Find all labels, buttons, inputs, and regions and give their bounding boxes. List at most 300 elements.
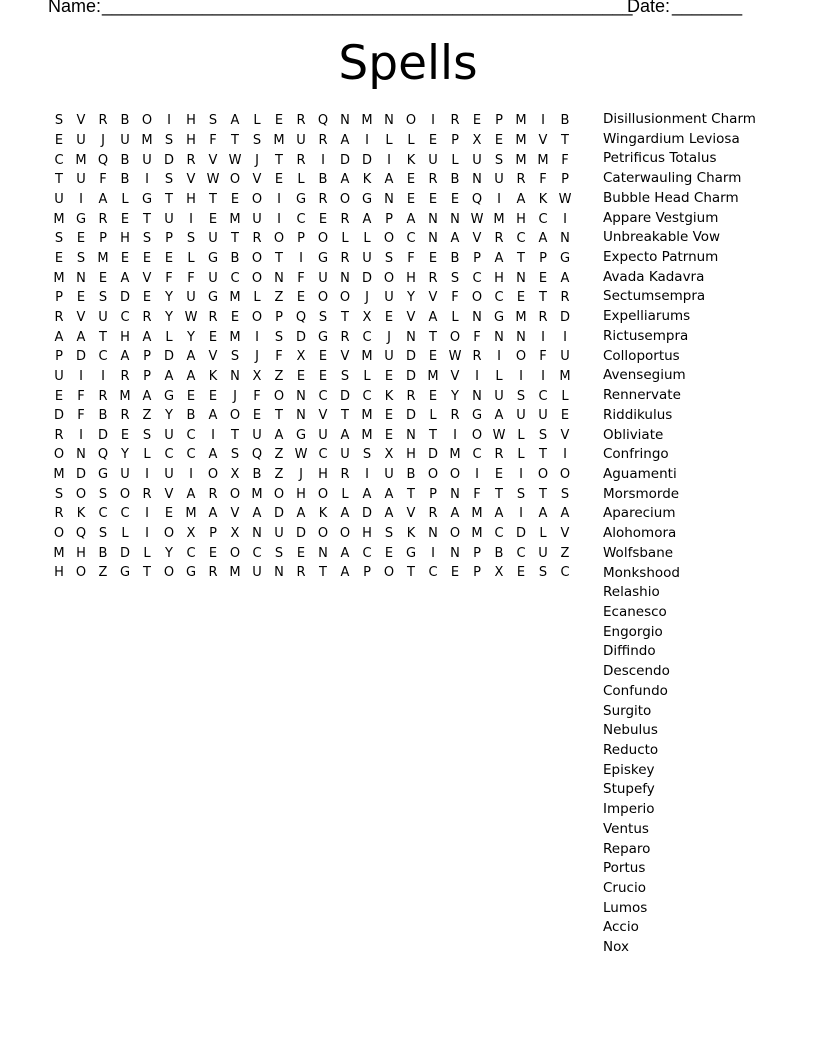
grid-letter[interactable]: I: [189, 467, 193, 483]
grid-letter[interactable]: U: [538, 545, 548, 561]
grid-letter[interactable]: J: [233, 388, 237, 404]
grid-letter[interactable]: E: [428, 349, 438, 365]
grid-letter[interactable]: X: [252, 368, 262, 384]
grid-letter[interactable]: E: [406, 172, 416, 188]
grid-letter[interactable]: E: [208, 388, 218, 404]
grid-letter[interactable]: T: [231, 132, 239, 148]
grid-letter[interactable]: P: [55, 290, 63, 306]
grid-letter[interactable]: C: [120, 309, 130, 325]
grid-letter[interactable]: C: [494, 526, 504, 542]
grid-letter[interactable]: A: [296, 506, 306, 522]
grid-letter[interactable]: G: [119, 565, 131, 581]
grid-letter[interactable]: O: [163, 565, 175, 581]
grid-letter[interactable]: H: [186, 132, 196, 148]
grid-letter[interactable]: A: [208, 506, 218, 522]
grid-letter[interactable]: I: [519, 506, 523, 522]
grid-letter[interactable]: E: [296, 545, 306, 561]
grid-letter[interactable]: W: [206, 172, 220, 188]
grid-letter[interactable]: L: [341, 231, 349, 247]
grid-letter[interactable]: E: [230, 309, 240, 325]
grid-letter[interactable]: T: [99, 329, 107, 345]
grid-letter[interactable]: O: [383, 565, 395, 581]
grid-letter[interactable]: M: [97, 250, 109, 266]
grid-letter[interactable]: R: [340, 467, 350, 483]
grid-letter[interactable]: R: [208, 565, 218, 581]
grid-letter[interactable]: P: [561, 172, 569, 188]
grid-letter[interactable]: U: [208, 270, 218, 286]
grid-letter[interactable]: F: [209, 132, 217, 148]
grid-letter[interactable]: I: [365, 467, 369, 483]
grid-letter[interactable]: P: [297, 231, 305, 247]
grid-letter[interactable]: X: [472, 132, 482, 148]
grid-letter[interactable]: I: [145, 526, 149, 542]
grid-letter[interactable]: E: [450, 565, 460, 581]
grid-letter[interactable]: N: [76, 270, 86, 286]
grid-letter[interactable]: A: [560, 270, 570, 286]
grid-letter[interactable]: B: [406, 467, 416, 483]
grid-letter[interactable]: O: [383, 231, 395, 247]
grid-letter[interactable]: R: [450, 408, 460, 424]
grid-letter[interactable]: L: [253, 113, 261, 129]
grid-letter[interactable]: I: [145, 467, 149, 483]
grid-letter[interactable]: P: [275, 309, 283, 325]
grid-letter[interactable]: S: [54, 113, 64, 129]
grid-letter[interactable]: T: [231, 427, 239, 443]
grid-letter[interactable]: R: [98, 388, 108, 404]
grid-letter[interactable]: S: [98, 526, 108, 542]
grid-letter[interactable]: N: [318, 545, 328, 561]
grid-letter[interactable]: R: [450, 113, 460, 129]
grid-letter[interactable]: R: [98, 211, 108, 227]
grid-letter[interactable]: E: [142, 290, 152, 306]
grid-letter[interactable]: Y: [165, 545, 173, 561]
grid-letter[interactable]: D: [515, 526, 526, 542]
grid-letter[interactable]: A: [516, 191, 526, 207]
grid-letter[interactable]: L: [385, 132, 393, 148]
grid-letter[interactable]: R: [120, 368, 130, 384]
grid-letter[interactable]: C: [98, 506, 108, 522]
grid-letter[interactable]: O: [471, 290, 483, 306]
grid-letter[interactable]: L: [429, 408, 437, 424]
grid-letter[interactable]: F: [99, 172, 107, 188]
grid-letter[interactable]: T: [165, 191, 173, 207]
grid-letter[interactable]: E: [164, 250, 174, 266]
grid-letter[interactable]: S: [450, 270, 460, 286]
grid-letter[interactable]: U: [164, 427, 174, 443]
grid-letter[interactable]: E: [428, 388, 438, 404]
grid-letter[interactable]: M: [229, 329, 241, 345]
grid-letter[interactable]: C: [120, 506, 130, 522]
grid-letter[interactable]: N: [472, 309, 482, 325]
grid-letter[interactable]: C: [560, 565, 570, 581]
grid-letter[interactable]: Z: [142, 408, 152, 424]
grid-letter[interactable]: A: [494, 506, 504, 522]
grid-letter[interactable]: T: [429, 427, 437, 443]
grid-letter[interactable]: T: [275, 408, 283, 424]
grid-letter[interactable]: A: [340, 172, 350, 188]
grid-letter[interactable]: A: [494, 250, 504, 266]
grid-letter[interactable]: R: [538, 309, 548, 325]
grid-letter[interactable]: M: [361, 349, 373, 365]
grid-letter[interactable]: E: [428, 250, 438, 266]
grid-letter[interactable]: A: [362, 211, 372, 227]
grid-letter[interactable]: U: [494, 172, 504, 188]
grid-letter[interactable]: M: [229, 211, 241, 227]
grid-letter[interactable]: I: [475, 467, 479, 483]
grid-letter[interactable]: L: [451, 309, 459, 325]
grid-letter[interactable]: A: [340, 132, 350, 148]
grid-letter[interactable]: S: [230, 349, 240, 365]
grid-letter[interactable]: W: [470, 211, 484, 227]
grid-letter[interactable]: A: [98, 191, 108, 207]
grid-letter[interactable]: C: [252, 545, 262, 561]
grid-letter[interactable]: H: [120, 329, 130, 345]
grid-letter[interactable]: O: [559, 467, 571, 483]
grid-letter[interactable]: F: [561, 152, 569, 168]
grid-letter[interactable]: E: [494, 467, 504, 483]
grid-letter[interactable]: T: [407, 486, 415, 502]
grid-letter[interactable]: L: [165, 329, 173, 345]
grid-letter[interactable]: U: [384, 349, 394, 365]
grid-letter[interactable]: O: [119, 486, 131, 502]
grid-letter[interactable]: B: [120, 152, 130, 168]
grid-letter[interactable]: G: [493, 309, 505, 325]
grid-letter[interactable]: U: [164, 211, 174, 227]
grid-letter[interactable]: N: [230, 368, 240, 384]
grid-letter[interactable]: N: [516, 329, 526, 345]
grid-letter[interactable]: E: [296, 290, 306, 306]
grid-letter[interactable]: N: [472, 172, 482, 188]
grid-letter[interactable]: I: [431, 113, 435, 129]
grid-letter[interactable]: A: [384, 506, 394, 522]
grid-letter[interactable]: O: [449, 329, 461, 345]
grid-letter[interactable]: A: [208, 447, 218, 463]
grid-letter[interactable]: O: [273, 486, 285, 502]
grid-letter[interactable]: K: [538, 191, 548, 207]
grid-letter[interactable]: T: [275, 250, 283, 266]
grid-letter[interactable]: U: [252, 211, 262, 227]
grid-letter[interactable]: B: [120, 113, 130, 129]
grid-letter[interactable]: U: [516, 408, 526, 424]
grid-letter[interactable]: T: [143, 565, 151, 581]
grid-letter[interactable]: E: [406, 191, 416, 207]
grid-letter[interactable]: M: [515, 132, 527, 148]
grid-letter[interactable]: M: [119, 388, 131, 404]
grid-letter[interactable]: I: [497, 349, 501, 365]
grid-letter[interactable]: N: [274, 565, 284, 581]
grid-letter[interactable]: K: [406, 152, 416, 168]
grid-letter[interactable]: B: [450, 172, 460, 188]
grid-letter[interactable]: P: [539, 250, 547, 266]
grid-letter[interactable]: O: [251, 270, 263, 286]
grid-letter[interactable]: I: [167, 113, 171, 129]
grid-letter[interactable]: A: [340, 565, 350, 581]
grid-letter[interactable]: L: [561, 388, 569, 404]
grid-letter[interactable]: B: [120, 172, 130, 188]
grid-letter[interactable]: A: [252, 506, 262, 522]
grid-letter[interactable]: J: [255, 152, 259, 168]
grid-letter[interactable]: A: [340, 427, 350, 443]
grid-letter[interactable]: O: [317, 290, 329, 306]
grid-letter[interactable]: Q: [471, 191, 483, 207]
grid-letter[interactable]: O: [53, 447, 65, 463]
grid-letter[interactable]: J: [299, 467, 303, 483]
grid-letter[interactable]: D: [339, 388, 350, 404]
grid-letter[interactable]: E: [472, 113, 482, 129]
grid-letter[interactable]: R: [340, 329, 350, 345]
grid-letter[interactable]: M: [251, 486, 263, 502]
grid-letter[interactable]: E: [230, 191, 240, 207]
grid-letter[interactable]: S: [186, 231, 196, 247]
grid-letter[interactable]: E: [120, 250, 130, 266]
grid-letter[interactable]: E: [164, 506, 174, 522]
grid-letter[interactable]: S: [384, 250, 394, 266]
grid-letter[interactable]: S: [318, 309, 328, 325]
grid-letter[interactable]: C: [296, 211, 306, 227]
grid-letter[interactable]: G: [75, 211, 87, 227]
grid-letter[interactable]: A: [54, 329, 64, 345]
grid-letter[interactable]: S: [76, 250, 86, 266]
grid-letter[interactable]: L: [143, 447, 151, 463]
grid-letter[interactable]: H: [54, 565, 64, 581]
grid-letter[interactable]: G: [141, 191, 153, 207]
grid-letter[interactable]: D: [361, 152, 372, 168]
grid-letter[interactable]: E: [208, 545, 218, 561]
grid-letter[interactable]: U: [76, 172, 86, 188]
grid-letter[interactable]: L: [297, 172, 305, 188]
grid-letter[interactable]: S: [230, 447, 240, 463]
grid-letter[interactable]: S: [516, 388, 526, 404]
grid-letter[interactable]: U: [384, 467, 394, 483]
grid-letter[interactable]: B: [252, 467, 262, 483]
grid-letter[interactable]: F: [165, 270, 173, 286]
grid-letter[interactable]: Q: [75, 526, 87, 542]
grid-letter[interactable]: A: [120, 270, 130, 286]
grid-letter[interactable]: F: [539, 349, 547, 365]
grid-letter[interactable]: L: [495, 368, 503, 384]
grid-letter[interactable]: E: [54, 250, 64, 266]
grid-letter[interactable]: S: [98, 486, 108, 502]
grid-letter[interactable]: G: [361, 191, 373, 207]
grid-letter[interactable]: O: [405, 113, 417, 129]
grid-letter[interactable]: R: [428, 172, 438, 188]
grid-letter[interactable]: H: [516, 211, 526, 227]
grid-letter[interactable]: U: [560, 349, 570, 365]
grid-letter[interactable]: B: [186, 408, 196, 424]
grid-letter[interactable]: I: [79, 191, 83, 207]
grid-letter[interactable]: Y: [165, 408, 173, 424]
grid-letter[interactable]: M: [361, 427, 373, 443]
grid-letter[interactable]: V: [318, 408, 328, 424]
grid-letter[interactable]: U: [164, 467, 174, 483]
grid-letter[interactable]: O: [229, 545, 241, 561]
grid-letter[interactable]: D: [119, 290, 130, 306]
grid-letter[interactable]: O: [141, 113, 153, 129]
grid-letter[interactable]: M: [559, 368, 571, 384]
grid-letter[interactable]: E: [120, 427, 130, 443]
grid-letter[interactable]: X: [384, 447, 394, 463]
grid-letter[interactable]: R: [296, 565, 306, 581]
grid-letter[interactable]: V: [406, 309, 416, 325]
grid-letter[interactable]: I: [365, 132, 369, 148]
grid-letter[interactable]: W: [184, 309, 198, 325]
grid-letter[interactable]: Q: [251, 447, 263, 463]
grid-letter[interactable]: C: [538, 388, 548, 404]
grid-letter[interactable]: G: [317, 250, 329, 266]
grid-letter[interactable]: O: [383, 270, 395, 286]
grid-letter[interactable]: R: [494, 447, 504, 463]
grid-letter[interactable]: G: [207, 290, 219, 306]
grid-letter[interactable]: I: [519, 467, 523, 483]
grid-letter[interactable]: C: [318, 388, 328, 404]
grid-letter[interactable]: O: [207, 467, 219, 483]
grid-letter[interactable]: C: [318, 447, 328, 463]
grid-letter[interactable]: V: [450, 368, 460, 384]
grid-letter[interactable]: O: [273, 388, 285, 404]
grid-letter[interactable]: J: [387, 329, 391, 345]
grid-letter[interactable]: E: [384, 368, 394, 384]
grid-letter[interactable]: C: [186, 545, 196, 561]
grid-letter[interactable]: N: [274, 270, 284, 286]
grid-letter[interactable]: R: [318, 132, 328, 148]
grid-letter[interactable]: R: [98, 113, 108, 129]
grid-letter[interactable]: I: [563, 329, 567, 345]
grid-letter[interactable]: R: [318, 191, 328, 207]
grid-letter[interactable]: A: [230, 113, 240, 129]
grid-letter[interactable]: V: [142, 270, 152, 286]
grid-letter[interactable]: E: [318, 368, 328, 384]
grid-letter[interactable]: M: [229, 290, 241, 306]
grid-letter[interactable]: N: [406, 427, 416, 443]
grid-letter[interactable]: O: [317, 231, 329, 247]
grid-letter[interactable]: E: [208, 329, 218, 345]
grid-letter[interactable]: D: [405, 349, 416, 365]
grid-letter[interactable]: I: [211, 427, 215, 443]
grid-letter[interactable]: Y: [121, 447, 129, 463]
grid-letter[interactable]: T: [275, 152, 283, 168]
grid-letter[interactable]: G: [163, 388, 175, 404]
grid-letter[interactable]: G: [317, 329, 329, 345]
grid-letter[interactable]: K: [208, 368, 218, 384]
grid-letter[interactable]: B: [318, 172, 328, 188]
grid-letter[interactable]: M: [515, 113, 527, 129]
grid-letter[interactable]: L: [143, 545, 151, 561]
grid-letter[interactable]: C: [186, 447, 196, 463]
grid-letter[interactable]: A: [538, 231, 548, 247]
grid-letter[interactable]: I: [497, 191, 501, 207]
grid-letter[interactable]: E: [54, 132, 64, 148]
grid-letter[interactable]: S: [516, 486, 526, 502]
grid-letter[interactable]: I: [79, 368, 83, 384]
grid-letter[interactable]: A: [340, 506, 350, 522]
grid-letter[interactable]: U: [252, 565, 262, 581]
grid-letter[interactable]: T: [407, 565, 415, 581]
grid-letter[interactable]: Y: [165, 290, 173, 306]
grid-letter[interactable]: N: [560, 231, 570, 247]
grid-letter[interactable]: S: [252, 132, 262, 148]
grid-letter[interactable]: O: [53, 526, 65, 542]
grid-letter[interactable]: T: [209, 191, 217, 207]
grid-letter[interactable]: M: [53, 545, 65, 561]
grid-letter[interactable]: A: [142, 388, 152, 404]
grid-letter[interactable]: P: [451, 132, 459, 148]
grid-letter[interactable]: F: [187, 270, 195, 286]
grid-letter[interactable]: P: [143, 349, 151, 365]
grid-letter[interactable]: V: [428, 290, 438, 306]
grid-letter[interactable]: H: [406, 447, 416, 463]
grid-letter[interactable]: H: [318, 467, 328, 483]
grid-letter[interactable]: I: [299, 250, 303, 266]
grid-letter[interactable]: X: [186, 526, 196, 542]
grid-letter[interactable]: O: [75, 565, 87, 581]
grid-letter[interactable]: F: [253, 388, 261, 404]
grid-letter[interactable]: S: [54, 486, 64, 502]
grid-letter[interactable]: T: [143, 211, 151, 227]
grid-letter[interactable]: I: [145, 172, 149, 188]
grid-letter[interactable]: O: [515, 349, 527, 365]
grid-letter[interactable]: H: [406, 270, 416, 286]
grid-letter[interactable]: D: [405, 368, 416, 384]
grid-letter[interactable]: K: [384, 388, 394, 404]
grid-letter[interactable]: Q: [97, 152, 109, 168]
grid-letter[interactable]: S: [142, 427, 152, 443]
grid-letter[interactable]: L: [363, 231, 371, 247]
grid-letter[interactable]: I: [101, 368, 105, 384]
grid-letter[interactable]: S: [208, 113, 218, 129]
grid-letter[interactable]: R: [186, 152, 196, 168]
grid-letter[interactable]: J: [255, 349, 259, 365]
grid-letter[interactable]: R: [406, 388, 416, 404]
grid-letter[interactable]: S: [98, 290, 108, 306]
grid-letter[interactable]: O: [317, 486, 329, 502]
grid-letter[interactable]: N: [516, 270, 526, 286]
grid-letter[interactable]: D: [427, 447, 438, 463]
grid-letter[interactable]: M: [449, 447, 461, 463]
grid-letter[interactable]: P: [209, 526, 217, 542]
grid-letter[interactable]: M: [515, 152, 527, 168]
grid-letter[interactable]: O: [471, 427, 483, 443]
grid-letter[interactable]: S: [164, 172, 174, 188]
grid-letter[interactable]: E: [516, 565, 526, 581]
grid-letter[interactable]: R: [142, 309, 152, 325]
grid-letter[interactable]: L: [121, 526, 129, 542]
grid-letter[interactable]: I: [541, 329, 545, 345]
grid-letter[interactable]: U: [318, 427, 328, 443]
grid-letter[interactable]: H: [362, 526, 372, 542]
grid-letter[interactable]: O: [251, 250, 263, 266]
grid-letter[interactable]: K: [406, 526, 416, 542]
grid-letter[interactable]: C: [472, 447, 482, 463]
grid-letter[interactable]: J: [365, 290, 369, 306]
grid-letter[interactable]: O: [229, 408, 241, 424]
grid-letter[interactable]: C: [538, 211, 548, 227]
grid-letter[interactable]: L: [187, 250, 195, 266]
grid-letter[interactable]: M: [471, 506, 483, 522]
grid-letter[interactable]: E: [318, 349, 328, 365]
grid-letter[interactable]: R: [54, 506, 64, 522]
grid-letter[interactable]: A: [120, 349, 130, 365]
grid-letter[interactable]: A: [274, 427, 284, 443]
grid-letter[interactable]: B: [98, 408, 108, 424]
grid-letter[interactable]: M: [53, 211, 65, 227]
grid-letter[interactable]: D: [163, 152, 174, 168]
grid-letter[interactable]: X: [230, 526, 240, 542]
grid-letter[interactable]: B: [450, 250, 460, 266]
grid-letter[interactable]: C: [98, 349, 108, 365]
grid-letter[interactable]: F: [473, 329, 481, 345]
grid-letter[interactable]: E: [428, 191, 438, 207]
grid-letter[interactable]: V: [538, 132, 548, 148]
